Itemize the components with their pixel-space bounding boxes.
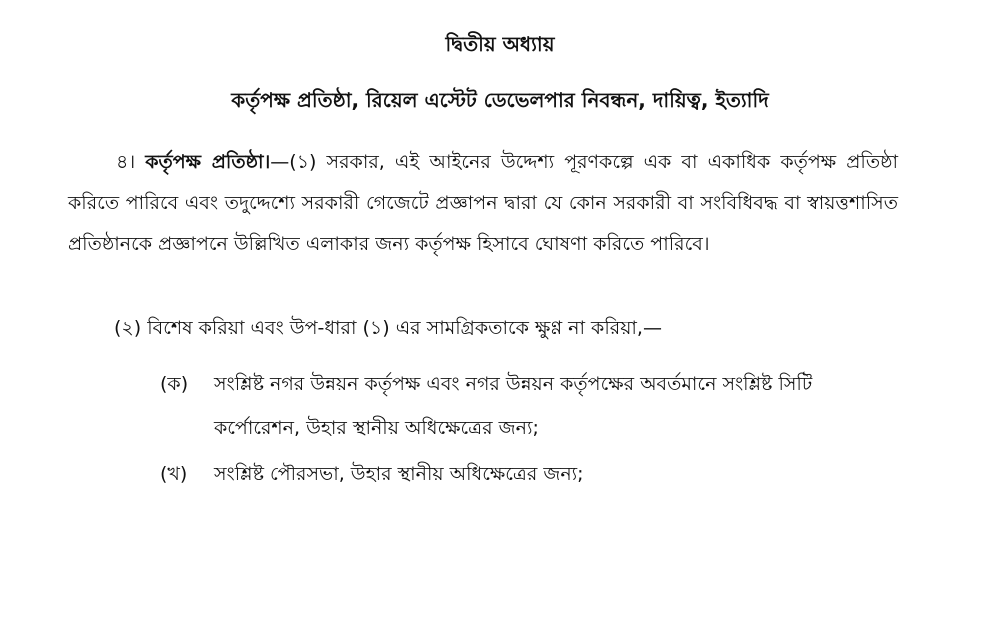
clause-ka [160, 362, 900, 450]
clause-text: সংশ্লিষ্ট নগর উন্নয়ন কর্তৃপক্ষ এবং নগর উন্নয়ন কর্তৃপক্ষের অবর্তমানে সংশ্লিষ্ট সিটি কর্পোরেশন, উহার স্থানীয় অধিক্ষেত্রের জন্য; [214, 373, 813, 439]
chapter-subtitle: কর্তৃপক্ষ প্রতিষ্ঠা, রিয়েল এস্টেট ডেভেলপার নিবন্ধন, দায়িত্ব, ইত্যাদি [231, 88, 769, 112]
section-4-paragraph [68, 142, 898, 265]
clause-text: সংশ্লিষ্ট পৌরসভা, উহার স্থানীয় অধিক্ষেত্রের জন্য; [214, 463, 584, 485]
section-heading: কর্তৃপক্ষ প্রতিষ্ঠা। [145, 151, 271, 173]
section-number: ৪। [116, 151, 136, 173]
clause-kha [160, 452, 900, 496]
clause-label: (ক) [160, 373, 189, 395]
section-text: —(১) সরকার, এই আইনের উদ্দেশ্য পূরণকল্পে এক বা একাধিক কর্তৃপক্ষ প্রতিষ্ঠা করিতে পারিবে এবং তদুদ্দেশ্যে সরকারী গেজেটে প্রজ্ঞাপন দ্বারা যে কোন সরকারী বা সংবিধিবদ্ধ বা স্বায়ত্তশাসিত প্রতিষ্ঠানকে প্রজ্ঞাপনে উল্লিখিত এলাকার জন্য কর্তৃপক্ষ হিসাবে ঘোষণা করিতে পারিবে। [68, 151, 899, 255]
chapter-title: দ্বিতীয় অধ্যায় [445, 32, 555, 56]
subsection-2: (২) বিশেষ করিয়া এবং উপ-ধারা (১) এর সামগ্রিকতাকে ক্ষুণ্ণ না করিয়া,— [114, 317, 662, 339]
clause-label: (খ) [160, 463, 188, 485]
